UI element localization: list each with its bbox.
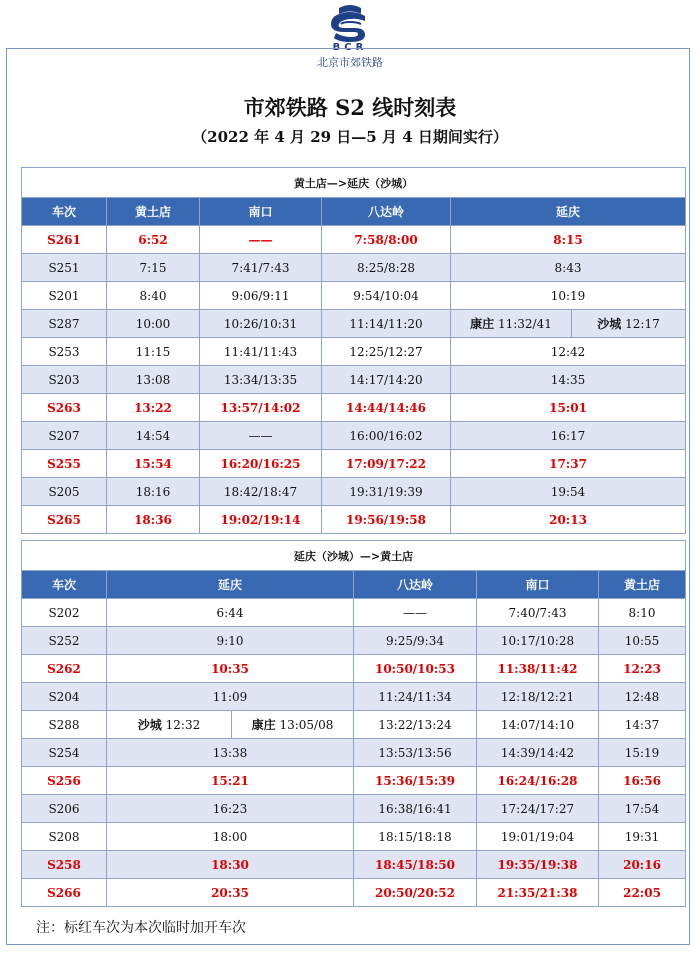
- time-badaling: 15:36/15:39: [354, 767, 477, 795]
- station-label: 康庄: [251, 718, 276, 732]
- train-number: S287: [22, 310, 107, 338]
- time-huangtudian: 18:16: [107, 478, 200, 506]
- train-number: S253: [22, 338, 107, 366]
- time-nankou: 7:40/7:43: [477, 599, 599, 627]
- station-time: 12:32: [165, 718, 201, 732]
- time-yanqing: 19:54: [451, 478, 686, 506]
- time-shacheng: [107, 711, 232, 739]
- time-huangtudian: 15:54: [107, 450, 200, 478]
- time-badaling: ——: [354, 599, 477, 627]
- time-nankou: 12:18/12:21: [477, 683, 599, 711]
- table-row: [22, 478, 686, 506]
- time-yanqing: 17:37: [451, 450, 686, 478]
- train-number: S252: [22, 627, 107, 655]
- time-huangtudian: 22:05: [599, 879, 686, 907]
- station-label: 沙城: [137, 718, 162, 732]
- column-header-nankou: 南口: [477, 571, 599, 599]
- train-number: S208: [22, 823, 107, 851]
- table-row: [22, 366, 686, 394]
- time-nankou: 13:34/13:35: [200, 366, 322, 394]
- section-title: 黄土店—>延庆（沙城）: [22, 168, 686, 198]
- train-number: S202: [22, 599, 107, 627]
- time-yanqing: 8:15: [451, 226, 686, 254]
- table-row: [22, 450, 686, 478]
- time-badaling: 16:00/16:02: [322, 422, 451, 450]
- station-time: 12:17: [625, 317, 660, 331]
- table-row: [22, 711, 686, 739]
- train-number: S251: [22, 254, 107, 282]
- time-nankou: 19:35/19:38: [477, 851, 599, 879]
- time-huangtudian: 10:00: [107, 310, 200, 338]
- time-nankou: 19:02/19:14: [200, 506, 322, 534]
- time-nankou: 14:39/14:42: [477, 739, 599, 767]
- time-huangtudian: 7:15: [107, 254, 200, 282]
- time-badaling: 16:38/16:41: [354, 795, 477, 823]
- time-yanqing: 9:10: [107, 627, 354, 655]
- train-number: S256: [22, 767, 107, 795]
- time-yanqing: 11:09: [107, 683, 354, 711]
- time-huangtudian: 13:22: [107, 394, 200, 422]
- time-huangtudian: 6:52: [107, 226, 200, 254]
- time-badaling: 19:31/19:39: [322, 478, 451, 506]
- logo-org-name: 北京市郊铁路: [317, 56, 383, 69]
- time-huangtudian: 19:31: [599, 823, 686, 851]
- time-badaling: 18:15/18:18: [354, 823, 477, 851]
- time-badaling: 11:24/11:34: [354, 683, 477, 711]
- time-badaling: 14:44/14:46: [322, 394, 451, 422]
- station-time: 13:05/08: [279, 718, 334, 732]
- time-nankou: 16:24/16:28: [477, 767, 599, 795]
- time-huangtudian: 17:54: [599, 795, 686, 823]
- time-huangtudian: 13:08: [107, 366, 200, 394]
- time-yanqing: 12:42: [451, 338, 686, 366]
- page-title: 市郊铁路 S2 线时刻表: [243, 95, 457, 120]
- column-header-yanqing: 延庆: [107, 571, 354, 599]
- page-subtitle: （2022 年 4 月 29 日—5 月 4 日期间实行）: [192, 128, 508, 146]
- train-number: S262: [22, 655, 107, 683]
- logo-abbreviation: BCR: [332, 42, 368, 53]
- time-badaling: 14:17/14:20: [322, 366, 451, 394]
- table-row: [22, 767, 686, 795]
- time-yanqing: 14:35: [451, 366, 686, 394]
- time-badaling: 9:54/10:04: [322, 282, 451, 310]
- time-huangtudian: 14:54: [107, 422, 200, 450]
- time-nankou: 11:38/11:42: [477, 655, 599, 683]
- time-yanqing: 15:21: [107, 767, 354, 795]
- table-row: [22, 739, 686, 767]
- train-number: S203: [22, 366, 107, 394]
- time-huangtudian: 12:23: [599, 655, 686, 683]
- time-kangzhuang: [451, 310, 572, 338]
- time-nankou: ——: [200, 226, 322, 254]
- column-header-yanqing: 延庆: [451, 198, 686, 226]
- time-huangtudian: 16:56: [599, 767, 686, 795]
- time-badaling: 10:50/10:53: [354, 655, 477, 683]
- table-row: [22, 599, 686, 627]
- time-nankou: 10:26/10:31: [200, 310, 322, 338]
- table-row: [22, 627, 686, 655]
- train-number: S263: [22, 394, 107, 422]
- train-number: S258: [22, 851, 107, 879]
- train-number: S261: [22, 226, 107, 254]
- table-row: [22, 254, 686, 282]
- time-yanqing: 10:19: [451, 282, 686, 310]
- table-row: [22, 310, 686, 338]
- station-label: 沙城: [597, 317, 622, 331]
- timetable-inbound: [21, 540, 686, 907]
- bcr-logo-icon: [327, 4, 373, 44]
- column-header-badaling: 八达岭: [322, 198, 451, 226]
- time-shacheng: [572, 310, 686, 338]
- time-nankou: 11:41/11:43: [200, 338, 322, 366]
- time-yanqing: 20:13: [451, 506, 686, 534]
- time-nankou: 16:20/16:25: [200, 450, 322, 478]
- time-huangtudian: 10:55: [599, 627, 686, 655]
- table-row: [22, 338, 686, 366]
- time-huangtudian: 18:36: [107, 506, 200, 534]
- column-header-train: 车次: [22, 571, 107, 599]
- time-yanqing: 8:43: [451, 254, 686, 282]
- time-huangtudian: 8:10: [599, 599, 686, 627]
- station-label: 康庄: [470, 317, 495, 331]
- column-header-row: [22, 198, 686, 226]
- footnote: 注：标红车次为本次临时加开车次: [36, 920, 246, 936]
- table-row: [22, 655, 686, 683]
- train-number: S254: [22, 739, 107, 767]
- train-number: S201: [22, 282, 107, 310]
- time-badaling: 13:22/13:24: [354, 711, 477, 739]
- train-number: S266: [22, 879, 107, 907]
- time-yanqing: 20:35: [107, 879, 354, 907]
- time-yanqing: 16:23: [107, 795, 354, 823]
- time-huangtudian: 15:19: [599, 739, 686, 767]
- table-row: [22, 683, 686, 711]
- time-yanqing: 16:17: [451, 422, 686, 450]
- time-yanqing: 6:44: [107, 599, 354, 627]
- time-huangtudian: 11:15: [107, 338, 200, 366]
- train-number: S207: [22, 422, 107, 450]
- section-title: 延庆（沙城）—>黄土店: [22, 541, 686, 571]
- time-badaling: 8:25/8:28: [322, 254, 451, 282]
- time-badaling: 20:50/20:52: [354, 879, 477, 907]
- train-number: S204: [22, 683, 107, 711]
- time-yanqing: 15:01: [451, 394, 686, 422]
- time-badaling: 19:56/19:58: [322, 506, 451, 534]
- table-row: [22, 394, 686, 422]
- time-nankou: 10:17/10:28: [477, 627, 599, 655]
- table-row: [22, 823, 686, 851]
- time-huangtudian: 8:40: [107, 282, 200, 310]
- column-header-huangtudian: 黄土店: [599, 571, 686, 599]
- section-header-row: [22, 168, 686, 198]
- time-yanqing: 18:00: [107, 823, 354, 851]
- time-nankou: 9:06/9:11: [200, 282, 322, 310]
- table-row: [22, 795, 686, 823]
- column-header-badaling: 八达岭: [354, 571, 477, 599]
- time-badaling: 7:58/8:00: [322, 226, 451, 254]
- train-number: S205: [22, 478, 107, 506]
- column-header-row: [22, 571, 686, 599]
- time-nankou: 19:01/19:04: [477, 823, 599, 851]
- time-nankou: 14:07/14:10: [477, 711, 599, 739]
- section-header-row: [22, 541, 686, 571]
- column-header-train: 车次: [22, 198, 107, 226]
- time-yanqing: 13:38: [107, 739, 354, 767]
- table-row: [22, 851, 686, 879]
- time-huangtudian: 12:48: [599, 683, 686, 711]
- column-header-nankou: 南口: [200, 198, 322, 226]
- train-number: S265: [22, 506, 107, 534]
- train-number: S206: [22, 795, 107, 823]
- time-yanqing: 18:30: [107, 851, 354, 879]
- table-row: [22, 879, 686, 907]
- table-row: [22, 282, 686, 310]
- station-time: 11:32/41: [497, 317, 552, 331]
- time-nankou: 21:35/21:38: [477, 879, 599, 907]
- time-huangtudian: 20:16: [599, 851, 686, 879]
- time-badaling: 18:45/18:50: [354, 851, 477, 879]
- train-number: S255: [22, 450, 107, 478]
- time-nankou: 7:41/7:43: [200, 254, 322, 282]
- timetable-outbound: [21, 167, 686, 534]
- time-badaling: 12:25/12:27: [322, 338, 451, 366]
- train-number: S288: [22, 711, 107, 739]
- time-kangzhuang: [232, 711, 354, 739]
- time-badaling: 9:25/9:34: [354, 627, 477, 655]
- time-badaling: 17:09/17:22: [322, 450, 451, 478]
- column-header-huangtudian: 黄土店: [107, 198, 200, 226]
- table-row: [22, 226, 686, 254]
- time-nankou: 13:57/14:02: [200, 394, 322, 422]
- time-nankou: 17:24/17:27: [477, 795, 599, 823]
- time-nankou: 18:42/18:47: [200, 478, 322, 506]
- time-yanqing: 10:35: [107, 655, 354, 683]
- time-nankou: ——: [200, 422, 322, 450]
- time-huangtudian: 14:37: [599, 711, 686, 739]
- time-badaling: 13:53/13:56: [354, 739, 477, 767]
- table-row: [22, 422, 686, 450]
- table-row: [22, 506, 686, 534]
- time-badaling: 11:14/11:20: [322, 310, 451, 338]
